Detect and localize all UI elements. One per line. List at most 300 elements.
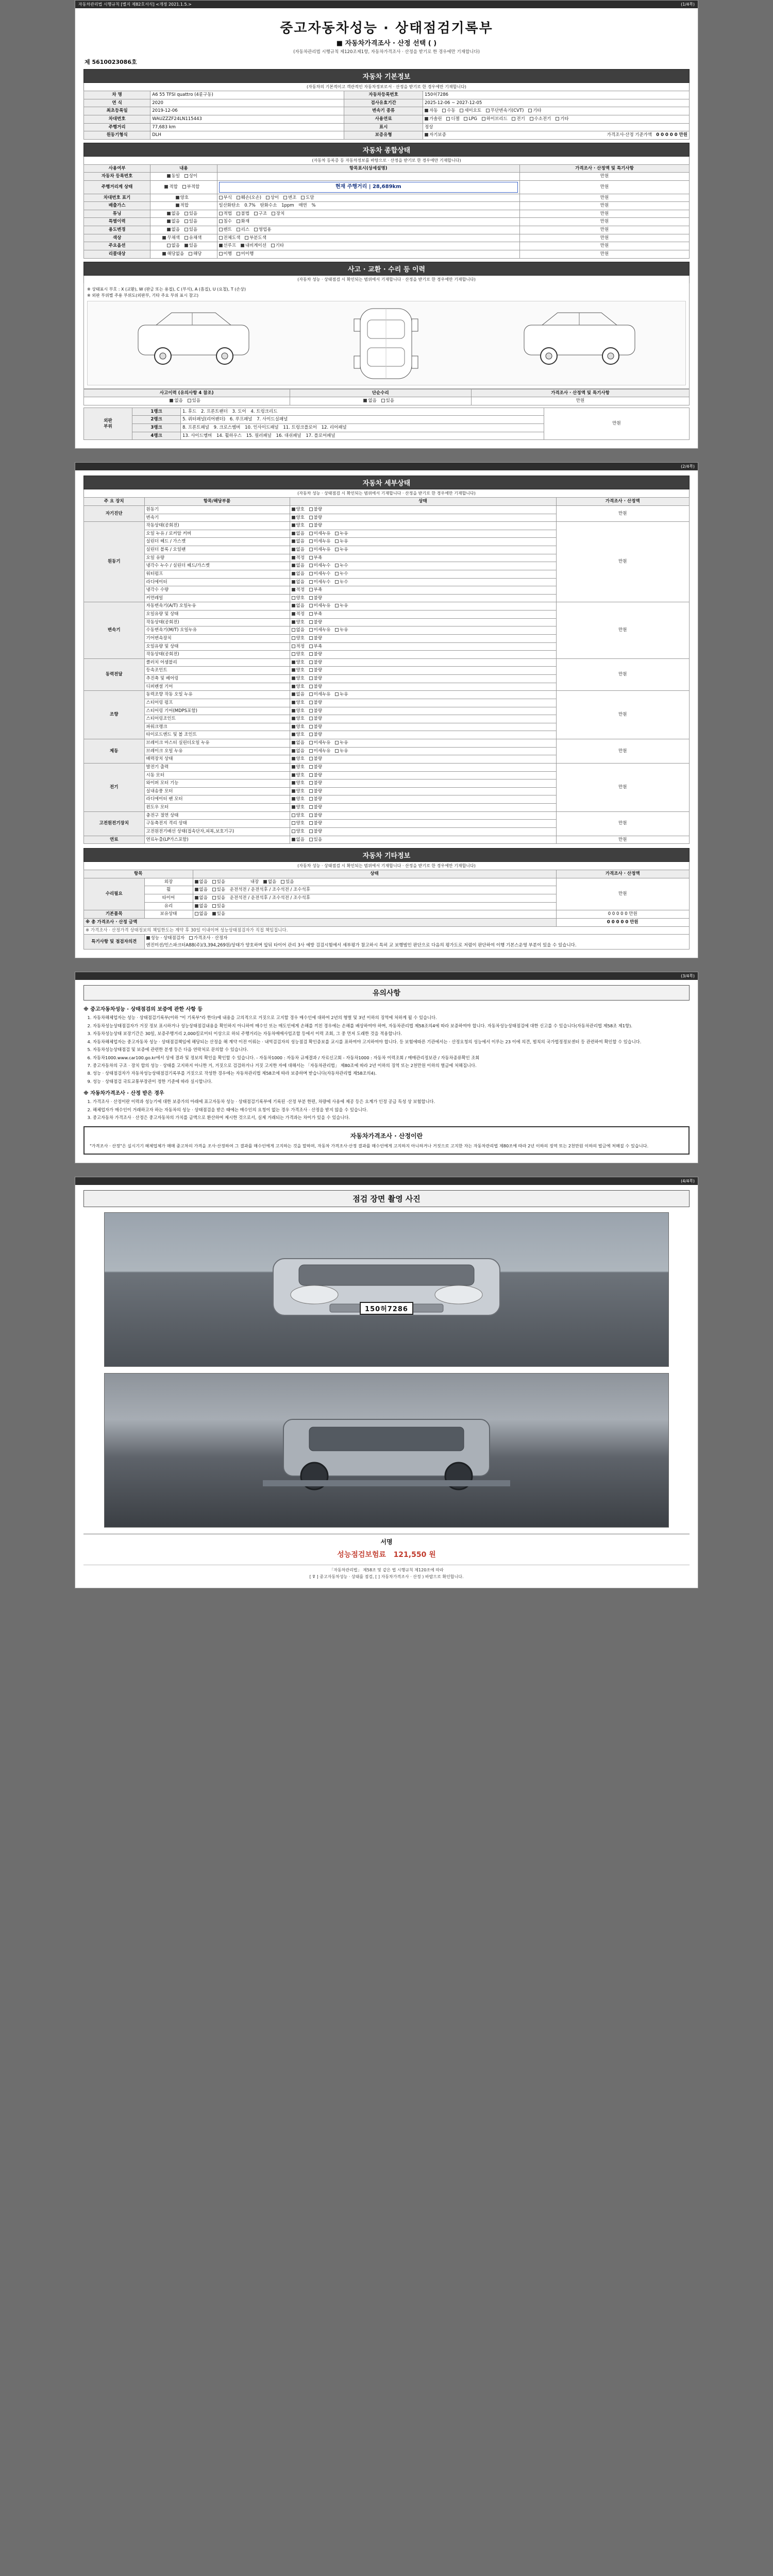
col-item-part: 항목/해당부품 (144, 498, 290, 506)
option-good[interactable]: 양호 (292, 676, 305, 682)
option-micro-leak[interactable]: 미세누수 (309, 580, 331, 585)
state-differential-gear (290, 683, 556, 691)
option-yes[interactable]: 있음 (212, 887, 225, 893)
option-insufficient[interactable]: 부족 (309, 612, 322, 617)
item-tire: 타이어 (144, 894, 193, 903)
item-coolant-head: 냉각수 누수 / 실린더 헤드/가스켓 (144, 562, 290, 570)
table-row (84, 397, 690, 405)
option-good[interactable]: 양호 (292, 765, 305, 770)
option-vin-damage[interactable]: 훼손(오손) (237, 195, 261, 201)
option-bad[interactable]: 불량 (309, 796, 322, 802)
option-navigation[interactable]: 내비게이션 (241, 243, 266, 249)
part-side-member[interactable]: 13. 사이드멤버 (182, 433, 212, 438)
option-option-etc[interactable]: 기타 (271, 243, 284, 249)
cell-odo-desc (217, 181, 520, 194)
option-leak[interactable]: 누유 (335, 531, 348, 537)
state-brake-oil (290, 747, 556, 755)
option-micro-leak[interactable]: 미세누유 (309, 539, 331, 545)
option-good[interactable]: 양호 (292, 789, 305, 794)
option-good[interactable]: 양호 (292, 773, 305, 778)
option-special-none[interactable]: 없음 (167, 219, 180, 225)
part-quarter-panel[interactable]: 5. 쿼터패널(리어팬더) (182, 417, 226, 422)
current-mileage-box: 현재 주행거리 | 28,689km (219, 182, 518, 193)
option-tuning-yes[interactable]: 있음 (184, 211, 197, 217)
state-blower-motor (290, 787, 556, 795)
option-good[interactable]: 양호 (292, 716, 305, 722)
declaration-body: "가격조사 · 산정"은 실시기기 해체업체가 매매 중고차의 가격을 조사·산정하여 그 결과를 매수인에게 고지하는 것을 말하며, 자동차 가격조사·산정 결과를 매수인에게 고지하지 아니하거나 거짓으로 고지한 자는 자동차관리법 제80조에 따라 2년 이하의 징역 또는 2천만원 이하의 벌금에 처해질 수 있습니다. (90, 1143, 649, 1148)
option-micro-leak[interactable]: 미세누유 (309, 692, 331, 698)
option-good[interactable]: 양호 (292, 668, 305, 673)
option-none[interactable]: 없음 (292, 547, 305, 553)
option-opt-yes[interactable]: 있음 (184, 243, 197, 249)
part-floor-panel[interactable]: 17. 플로어패널 (306, 433, 335, 438)
option-none[interactable]: 없음 (292, 749, 305, 754)
option-rent[interactable]: 렌트 (219, 227, 232, 233)
option-bad[interactable]: 불량 (309, 596, 322, 601)
option-good[interactable]: 양호 (292, 805, 305, 810)
group-engine: 원동기 (84, 522, 145, 602)
cell-reg-state (150, 173, 217, 181)
state-radiator (290, 578, 556, 586)
option-bad[interactable]: 불량 (309, 829, 322, 835)
item-glass: 유리 (144, 902, 193, 910)
notice-item: 9. 성능 · 상태점검 국토교통부장관이 정한 기준에 따라 실시합니다. (93, 1078, 690, 1084)
option-bad[interactable]: 불량 (309, 708, 322, 714)
group-self-diagnosis: 자기진단 (84, 505, 145, 521)
value-co: 0.7% (244, 203, 256, 209)
option-micro-leak[interactable]: 미세누유 (309, 531, 331, 537)
option-bad[interactable]: 불량 (309, 515, 322, 521)
total-fee-note: ※ 가격조사 · 산정가격 상태정보의 책임한도는 계약 후 30일 이내이며 성능상태점검자가 직접 책임집니다. (84, 926, 690, 935)
row-label-odometer: 주행거리계 상태 (84, 181, 150, 194)
option-bad[interactable]: 불량 (309, 652, 322, 657)
state-hv-wiring (290, 827, 556, 836)
state-tie-rod-end (290, 731, 556, 739)
cell-simple-repair (290, 397, 472, 405)
rank-4-items (181, 432, 544, 440)
option-interior-yes[interactable]: 있음 (281, 879, 294, 885)
option-bad[interactable]: 불량 (309, 765, 322, 770)
part-pillar-panel[interactable]: 15. 필러패널 (246, 433, 272, 438)
option-good[interactable]: 양호 (292, 684, 305, 690)
group-brake: 제동 (84, 739, 145, 764)
state-at-leak (290, 602, 556, 611)
option-bad[interactable]: 불량 (309, 773, 322, 778)
option-good[interactable]: 양호 (292, 708, 305, 714)
part-roof-panel[interactable]: 6. 루프패널 (229, 417, 253, 422)
option-opt-none[interactable]: 없음 (167, 243, 180, 249)
option-adequate[interactable]: 적정 (292, 644, 305, 650)
section-basic-info-header: 자동차 기본정보 (83, 69, 690, 83)
option-micro-leak[interactable]: 미세누유 (309, 628, 331, 633)
option-same[interactable]: 동일 (167, 174, 180, 179)
option-bad[interactable]: 불량 (309, 789, 322, 794)
state-rocker-cover (290, 530, 556, 538)
option-bad[interactable]: 불량 (309, 756, 322, 762)
price-basis-label: 가격조사·산정 기준가액 0 0 0 0 0 만원 (607, 132, 687, 138)
label-transmission: 변속기 종류 (344, 107, 423, 115)
notice-item: 1. 가격조사 · 산정이란 이력과 성능기에 대한 보증가의 아래에 표고자동차 성능 · 상태점검기록부에 기록된 ·산정 부분 한편, 차량에 사용에 제공 등은 요계가 인정 공급 특성 상 보험합니다. (93, 1098, 690, 1105)
table-row (84, 926, 690, 935)
option-adequate[interactable]: 적정 (292, 587, 305, 593)
state-battery-isolation (290, 820, 556, 828)
option-micro-leak[interactable]: 미세누수 (309, 563, 331, 569)
item-starter-motor: 시동 모터 (144, 771, 290, 779)
option-micro-leak[interactable]: 미세누유 (309, 603, 331, 609)
state-at-oil-level (290, 611, 556, 619)
option-bad[interactable]: 불량 (309, 805, 322, 810)
state-glass (193, 902, 556, 910)
option-tuning-device[interactable]: 장치 (272, 211, 284, 217)
page-2 (75, 462, 698, 958)
item-steering-pump: 스티어링 펌프 (144, 699, 290, 707)
part-cross-member[interactable]: 9. 크로스멤버 (213, 425, 241, 430)
part-door[interactable]: 3. 도어 (232, 409, 246, 414)
option-good[interactable]: 양호 (292, 515, 305, 521)
option-none[interactable]: 없음 (292, 531, 305, 537)
state-coolant-head (290, 562, 556, 570)
total-fee-label: ※ 총 가격조사 · 산정 금액 (84, 918, 557, 926)
option-tuning-structure[interactable]: 구조 (254, 211, 267, 217)
cell-tuning-desc (217, 210, 520, 218)
item-fuel-leak: 연료누출(LP가스포함) (144, 836, 290, 844)
option-micro-leak[interactable]: 미세누유 (309, 547, 331, 553)
option-sunroof[interactable]: 선루프 (219, 243, 237, 249)
notice-item: 3. 중고자동차 가격조사 · 산정은 중고자동차의 가치를 금액으로 환산하여 제시한 것으로서, 실제 거래되는 가격과는 차이가 있을 수 있습니다. (93, 1114, 690, 1121)
total-fee-value: 0 0 0 0 0 만원 (556, 918, 690, 926)
label-engine-type: 원동기형식 (84, 131, 150, 140)
option-bad[interactable]: 불량 (309, 507, 322, 513)
diagram-legend (87, 286, 686, 299)
label-inspection-validity: 검사유효기간 (344, 99, 423, 107)
option-none[interactable]: 없음 (195, 911, 208, 917)
option-achromatic[interactable]: 무채색 (162, 235, 180, 241)
wheel-positions: 운전석전 / 운전석후 / 조수석전 / 조수석후 (229, 887, 310, 893)
option-bad[interactable]: 불량 (309, 523, 322, 529)
notice-title: 유의사항 (83, 985, 690, 1001)
notice-item: 2. 자동차성능상태점검자가 거짓 정보 표시하거나 성능상태점검내용을 확인하지 아니하여 매수인 또는 매도인에게 손해를 끼친 경우에는 손해를 배상하여야 하며, 자동차관리법 제58조의4에 따라 보증하여야 합니다. 자동차성능상태점검에 대한 신고를 수 있습니다(자동차관리법 제58조 제1항). (93, 1023, 690, 1029)
option-commercial[interactable]: 영업용 (254, 227, 272, 233)
option-good[interactable]: 양호 (292, 796, 305, 802)
option-lpg[interactable]: LPG (464, 116, 477, 122)
label-car-name: 차 명 (84, 91, 150, 99)
part-rear-panel[interactable]: 12. 리어패널 (321, 425, 347, 430)
option-micro-leak[interactable]: 미세누유 (309, 740, 331, 746)
state-engine-diag (290, 505, 556, 514)
option-chromatic[interactable]: 유채색 (184, 235, 202, 241)
option-insufficient[interactable]: 부족 (309, 555, 322, 561)
option-none[interactable]: 없음 (195, 887, 208, 893)
part-trunk-floor[interactable]: 11. 트렁크플로어 (283, 425, 317, 430)
option-proper[interactable]: 적합 (164, 184, 177, 190)
table-row (84, 250, 690, 258)
option-flood[interactable]: 침수 (219, 219, 232, 225)
option-bad[interactable]: 불량 (309, 821, 322, 826)
option-none[interactable]: 없음 (292, 571, 305, 577)
notice-item: 4. 자동차해체업자는 중고자동차 성능 · 상태점검책임에 해당되는 산정을 해 계약 이전 이뤄는 · 내역검검자의 성능점검 확인증보를 교시를 표하여야 고지하여야 합니다. 등 보험에따른 기관에서는 · 산정요청의 성능에서 이루는 23 이에 의견, 범칙의 국가법정정보센터 등 관련하여 확인할 수 있습니다. (93, 1039, 690, 1045)
option-full-paint[interactable]: 전체도색 (219, 235, 241, 241)
value-inspection-validity: 2025-12-06 ~ 2027-12-05 (423, 99, 690, 107)
option-none[interactable]: 없음 (292, 628, 305, 633)
option-bad[interactable]: 불량 (309, 620, 322, 625)
option-good[interactable]: 양호 (292, 636, 305, 641)
section-etc-subtitle: (자동차 성능 · 상태점검 시 확인되는 범위에서 기재합니다 · 산정을 받기로 한 경우에만 기재합니다) (83, 862, 690, 870)
option-fire[interactable]: 화재 (237, 219, 249, 225)
option-leak[interactable]: 누수 (335, 571, 348, 577)
state-steering-pump (290, 699, 556, 707)
option-good[interactable]: 양호 (292, 813, 305, 819)
car-lift-photo-icon (253, 1399, 520, 1502)
option-partial-paint[interactable]: 부분도색 (245, 235, 266, 241)
option-etc[interactable]: 기타 (528, 108, 541, 114)
item-engine-diag: 원동기 (144, 505, 290, 514)
option-good[interactable]: 양호 (292, 507, 305, 513)
option-yes[interactable]: 있음 (309, 837, 322, 843)
cell-options-state (150, 242, 217, 250)
option-none[interactable]: 없음 (292, 603, 305, 609)
option-leak[interactable]: 누유 (335, 628, 348, 633)
col-detail: 항목표시(상세설명) (217, 164, 520, 173)
option-none[interactable]: 없음 (195, 879, 208, 885)
option-none[interactable]: 없음 (292, 837, 305, 843)
option-bad[interactable]: 불량 (309, 724, 322, 730)
item-alternator: 발전기 출력 (144, 763, 290, 771)
car-right-view-icon (516, 304, 640, 382)
detail-state-table (83, 497, 690, 844)
option-leak[interactable]: 누유 (335, 692, 348, 698)
option-none[interactable]: 없음 (292, 740, 305, 746)
item-cylinder-block: 실린더 블록 / 오일팬 (144, 546, 290, 554)
option-bad[interactable]: 불량 (309, 660, 322, 666)
option-good[interactable]: 양호 (292, 829, 305, 835)
option-leak[interactable]: 누유 (335, 539, 348, 545)
option-bad[interactable]: 불량 (309, 684, 322, 690)
option-micro-leak[interactable]: 미세누수 (309, 571, 331, 577)
option-accident-none[interactable]: 없음 (170, 398, 182, 404)
part-wheel-house[interactable]: 14. 휠하우스 (216, 433, 242, 438)
option-lease[interactable]: 리스 (237, 227, 249, 233)
option-semi-auto[interactable]: 세미오토 (460, 108, 481, 114)
option-usage-yes[interactable]: 있음 (184, 227, 197, 233)
photo-underbody-view (104, 1373, 669, 1528)
option-manual[interactable]: 수동 (442, 108, 455, 114)
item-common-rail: 커먼레일 (144, 594, 290, 602)
option-diff[interactable]: 상이 (184, 174, 197, 179)
label-mileage-display: 표시 (344, 123, 423, 131)
option-none[interactable]: 없음 (195, 904, 208, 909)
option-tuning-none[interactable]: 없음 (167, 211, 180, 217)
item-radiator: 라디에이터 (144, 578, 290, 586)
option-bad[interactable]: 불량 (309, 676, 322, 682)
option-cvt[interactable]: 무단변속기(CVT) (486, 108, 524, 114)
declaration-box (83, 1126, 690, 1155)
option-none[interactable]: 없음 (292, 563, 305, 569)
cell-usage-desc (217, 226, 520, 234)
item-rocker-cover: 오일 누유 / 로커암 커버 (144, 530, 290, 538)
option-good[interactable]: 양호 (292, 724, 305, 730)
option-good[interactable]: 양호 (292, 652, 305, 657)
option-good[interactable]: 양호 (292, 523, 305, 529)
option-hydrogen[interactable]: 수소전기 (530, 116, 551, 122)
option-yes[interactable]: 있음 (212, 895, 225, 901)
state-transmission-diag (290, 514, 556, 522)
part-dash-panel[interactable]: 16. 대쉬패널 (276, 433, 301, 438)
option-none[interactable]: 없음 (292, 692, 305, 698)
option-bad[interactable]: 불량 (309, 813, 322, 819)
page-4-header (75, 1177, 698, 1185)
cell-color-state (150, 234, 217, 242)
option-good[interactable]: 양호 (292, 781, 305, 786)
option-bad[interactable]: 불량 (309, 636, 322, 641)
option-repair-yes[interactable]: 있음 (381, 398, 394, 404)
option-bad[interactable]: 불량 (309, 716, 322, 722)
label-fuel: 사용연료 (344, 115, 423, 123)
option-yes[interactable]: 있음 (212, 904, 225, 909)
col-price-note: 가격조사 · 산정액 및 특기사항 (520, 164, 690, 173)
option-appraiser[interactable]: 가격조사 · 산정자 (189, 936, 228, 941)
col-simple-repair: 단순수리 (290, 389, 472, 397)
option-electric[interactable]: 전기 (512, 116, 525, 122)
option-diesel[interactable]: 디젤 (446, 116, 459, 122)
fee-power-transmission: 만원 (556, 658, 690, 691)
rank-3-label: 3랭크 (132, 424, 181, 432)
cell-tuning-fee: 만원 (520, 210, 690, 218)
option-none[interactable]: 없음 (292, 580, 305, 585)
option-leak[interactable]: 누유 (335, 603, 348, 609)
option-inspector[interactable]: 성능 · 상태점검자 (146, 936, 185, 941)
option-yes[interactable]: 있음 (212, 911, 225, 917)
option-vin-erased[interactable]: 도말 (301, 195, 314, 201)
option-hybrid[interactable]: 하이브리드 (482, 116, 508, 122)
option-emission-pass[interactable]: 적합 (176, 203, 189, 209)
item-mt-oil-level: 오일유량 및 상태 (144, 642, 290, 651)
option-repair-none[interactable]: 없음 (363, 398, 376, 404)
option-none[interactable]: 없음 (195, 895, 208, 901)
option-vin-corrosion[interactable]: 부식 (219, 195, 232, 201)
row-label-registration-number: 자동차 등록번호 (84, 173, 150, 181)
option-interior-none[interactable]: 없음 (263, 879, 276, 885)
special-notes-text: 엔진미션/인스파크터A88(주)/3,394,269원/상태가 양호하며 앞뒤 타이어 관리 3사 예방 검검시험에서 세부평가 참고하시 특히 교 보행범인 판단으로 다음의 평가도로 저렴이 판단하여 이행 기본스운영 부분이 있을 수 있습니다. (146, 942, 577, 948)
row-label-special-history: 특별이력 (84, 218, 150, 226)
col-etc-state: 상태 (193, 870, 556, 878)
option-accident-yes[interactable]: 있음 (188, 398, 200, 404)
part-front-panel[interactable]: 8. 프론트패널 (182, 425, 209, 430)
basic-info-table (83, 91, 690, 140)
item-transmission-diag: 변속기 (144, 514, 290, 522)
option-good[interactable]: 양호 (292, 620, 305, 625)
option-leak[interactable]: 누유 (335, 740, 348, 746)
table-row (84, 194, 690, 202)
part-trunk-lid[interactable]: 4. 트렁크리드 (250, 409, 278, 414)
item-hv-wiring: 고전원전기배선 상태(접속단자,피복,보호기구) (144, 827, 290, 836)
option-vin-different[interactable]: 상이 (266, 195, 279, 201)
option-gasoline[interactable]: 가솔린 (425, 116, 442, 122)
state-propeller-shaft (290, 675, 556, 683)
option-usage-none[interactable]: 없음 (167, 227, 180, 233)
col-accident-history: 사고이력 (유의사항 4 참조) (84, 389, 290, 397)
option-bad[interactable]: 불량 (309, 732, 322, 738)
option-vin-modified[interactable]: 변조 (283, 195, 296, 201)
option-fuel-etc[interactable]: 기타 (556, 116, 568, 122)
option-bad[interactable]: 불량 (309, 700, 322, 706)
section-etc-header: 자동차 기타정보 (83, 848, 690, 862)
option-leak[interactable]: 누유 (335, 547, 348, 553)
option-adequate[interactable]: 적정 (292, 612, 305, 617)
section-accident-header: 사고 · 교환 · 수리 등 이력 (83, 262, 690, 276)
part-inside-panel[interactable]: 10. 인사이드패널 (245, 425, 279, 430)
option-recall-done[interactable]: 이행 (219, 251, 232, 257)
option-recall-not-done[interactable]: 미이행 (237, 251, 254, 257)
option-good[interactable]: 양호 (292, 596, 305, 601)
photos-section-title: 점검 장면 촬영 사진 (83, 1190, 690, 1207)
item-idle-state: 작동상태(공회전) (144, 522, 290, 530)
option-leak[interactable]: 누유 (335, 749, 348, 754)
option-bad[interactable]: 불량 (309, 668, 322, 673)
option-yes[interactable]: 있음 (212, 879, 225, 885)
page-2-header (75, 463, 698, 470)
option-special-yes[interactable]: 있음 (184, 219, 197, 225)
notice-item: 8. 성능 · 상태점검자가 자동차성능상태점검기록부를 거짓으로 작성한 경우에는 자동차관리법 제58조에 따라 보증하며 받습니다(자동차관리법 제58조의4). (93, 1070, 690, 1076)
option-good[interactable]: 양호 (292, 660, 305, 666)
option-insufficient[interactable]: 부족 (309, 587, 322, 593)
state-mt-oil-level (290, 642, 556, 651)
option-recall-na[interactable]: 해당없음 (162, 251, 184, 257)
option-good[interactable]: 양호 (292, 756, 305, 762)
cell-reg-desc (217, 173, 520, 181)
section-detail-header: 자동차 세부상태 (83, 476, 690, 489)
state-cv-joint (290, 667, 556, 675)
option-good[interactable]: 양호 (292, 700, 305, 706)
option-leak[interactable]: 누수 (335, 580, 348, 585)
option-good[interactable]: 양호 (292, 732, 305, 738)
table-row (84, 522, 690, 530)
option-self-warranty[interactable]: 자기보증 (425, 132, 446, 138)
option-adequate[interactable]: 적정 (292, 555, 305, 561)
option-micro-leak[interactable]: 미세누유 (309, 749, 331, 754)
part-side-sill[interactable]: 7. 사이드실패널 (257, 417, 288, 422)
item-charging-port-insulation: 충전구 절연 상태 (144, 811, 290, 820)
part-hood[interactable]: 1. 후드 (182, 409, 197, 414)
item-power-crank: 파워크랭크 (144, 723, 290, 731)
group-high-voltage: 고전원전기장치 (84, 811, 145, 836)
option-good[interactable]: 양호 (292, 821, 305, 826)
group-basic-items: 기본품목 (84, 910, 145, 919)
option-auto[interactable]: 자동 (425, 108, 438, 114)
group-transmission: 변속기 (84, 602, 145, 658)
option-insufficient[interactable]: 부족 (309, 644, 322, 650)
option-improper[interactable]: 부적합 (182, 184, 200, 190)
item-gear-shift: 기어변속장치 (144, 634, 290, 642)
cell-emission-desc (217, 202, 520, 210)
label-mileage: 주행거리 (84, 123, 150, 131)
option-leak[interactable]: 누수 (335, 563, 348, 569)
option-tuning-legal[interactable]: 적법 (219, 211, 232, 217)
cell-tuning-state (150, 210, 217, 218)
row-label-emission: 배출가스 (84, 202, 150, 210)
page-number-4: (4/4쪽) (681, 1178, 695, 1183)
table-row (84, 658, 690, 667)
car-top-view-icon (343, 304, 430, 382)
option-recall-yes[interactable]: 해당 (189, 251, 201, 257)
parts-fee-cell: 만원 (544, 408, 690, 440)
state-starter-motor (290, 771, 556, 779)
part-front-fender[interactable]: 2. 프론트팬더 (200, 409, 228, 414)
option-bad[interactable]: 불량 (309, 781, 322, 786)
option-vin-good[interactable]: 양호 (176, 195, 189, 201)
table-row (84, 935, 690, 950)
option-tuning-illegal[interactable]: 불법 (237, 211, 249, 217)
option-none[interactable]: 없음 (292, 539, 305, 545)
